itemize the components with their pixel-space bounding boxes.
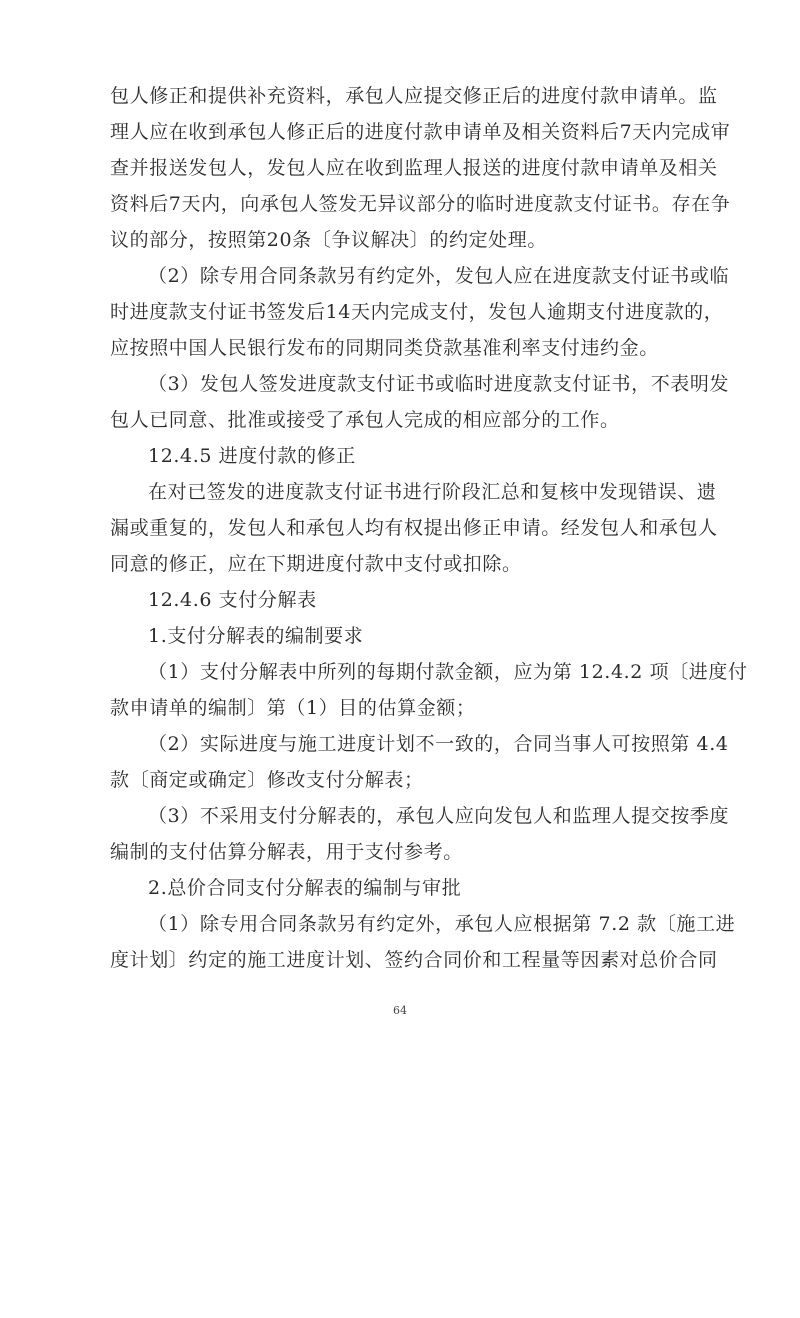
text-line: （3）发包人签发进度款支付证书或临时进度款支付证书，不表明发 — [148, 373, 730, 395]
body-text — [110, 78, 748, 978]
text-line: 理人应在收到承包人修正后的进度付款申请单及相关资料后7天内完成审 — [110, 121, 731, 143]
text-line: 议的部分，按照第20条〔争议解决〕的约定处理。 — [110, 229, 547, 251]
subsection-heading: 2.总价合同支付分解表的编制与审批 — [148, 877, 462, 899]
text-line: 查并报送发包人，发包人应在收到监理人报送的进度付款申请单及相关 — [110, 157, 718, 179]
text-line: 资料后7天内，向承包人签发无异议部分的临时进度款支付证书。存在争 — [110, 193, 731, 215]
text-line: 编制的支付估算分解表，用于支付参考。 — [110, 841, 463, 863]
text-line: 度计划〕约定的施工进度计划、签约合同价和工程量等因素对总价合同 — [110, 949, 718, 971]
text-line: （1）支付分解表中所列的每期付款金额，应为第 12.4.2 项〔进度付 — [148, 661, 748, 683]
page-number: 64 — [393, 1004, 407, 1017]
text-line: （1）除专用合同条款另有约定外，承包人应根据第 7.2 款〔施工进 — [148, 913, 736, 935]
subsection-heading: 1.支付分解表的编制要求 — [148, 625, 364, 647]
text-line: （2）除专用合同条款另有约定外，发包人应在进度款支付证书或临 — [148, 265, 730, 287]
text-line: 漏或重复的，发包人和承包人均有权提出修正申请。经发包人和承包人 — [110, 517, 718, 539]
text-line: 时进度款支付证书签发后14天内完成支付，发包人逾期支付进度款的， — [110, 301, 724, 323]
text-line: （2）实际进度与施工进度计划不一致的，合同当事人可按照第 4.4 — [148, 733, 729, 755]
text-line: 包人修正和提供补充资料，承包人应提交修正后的进度付款申请单。监 — [110, 85, 718, 107]
text-line: 在对已签发的进度款支付证书进行阶段汇总和复核中发现错误、遗 — [148, 481, 717, 503]
text-line: 同意的修正，应在下期进度付款中支付或扣除。 — [110, 553, 522, 575]
text-line: 款〔商定或确定〕修改支付分解表； — [110, 769, 424, 791]
section-heading: 12.4.6 支付分解表 — [148, 589, 317, 611]
text-line: 应按照中国人民银行发布的同期同类贷款基准利率支付违约金。 — [110, 337, 659, 359]
text-line: （3）不采用支付分解表的，承包人应向发包人和监理人提交按季度 — [148, 805, 730, 827]
text-line: 款申请单的编制〕第（1）目的估算金额； — [110, 697, 476, 719]
section-heading: 12.4.5 进度付款的修正 — [148, 445, 356, 467]
text-line: 包人已同意、批准或接受了承包人完成的相应部分的工作。 — [110, 409, 620, 431]
